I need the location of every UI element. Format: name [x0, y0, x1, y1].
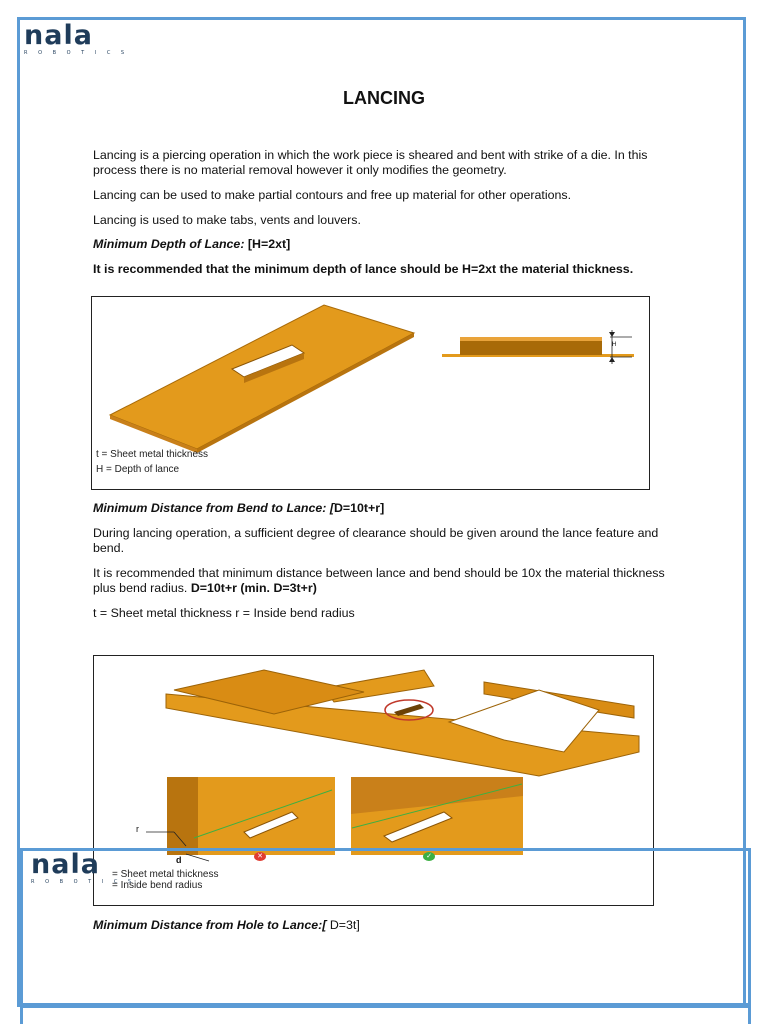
bend-heading-label: Minimum Distance from Bend to Lance: [: [93, 501, 334, 515]
figure2-legend-radius: = Inside bend radius: [112, 880, 203, 891]
figure2-label-d: d: [176, 855, 182, 865]
intro-paragraph-2: Lancing can be used to make partial contours and free up material for other operations.: [93, 188, 572, 202]
figure-lance-depth: [91, 296, 650, 490]
intro-paragraph-1: Lancing is a piercing operation in which the work piece is sheared and bent with strike of a die. In this process there is no material removal however it only modifies the geometry.: [93, 148, 648, 177]
bend-heading: [93, 501, 673, 516]
logo-mark: nala: [24, 20, 93, 51]
next-page-frame-bottom: [20, 1003, 751, 1024]
bend-paragraph-2-formula: D=10t+r (min. D=3t+r): [190, 581, 317, 595]
logo-subtitle: R O B O T I C S: [31, 879, 136, 885]
bend-paragraph-2: [93, 566, 673, 596]
bend-heading-formula: D=10t+r]: [333, 501, 385, 515]
check-icon: ✓: [423, 852, 435, 861]
figure2-label-r: r: [136, 824, 139, 834]
hole-heading-label: Minimum Distance from Hole to Lance:[: [93, 918, 327, 932]
bend-paragraph-3: t = Sheet metal thickness r = Inside bend radius: [93, 606, 355, 620]
figure1-legend-thickness: t = Sheet metal thickness: [96, 449, 209, 460]
depth-heading: [93, 237, 673, 252]
hole-heading: [93, 918, 673, 933]
figure1-legend-depth: H = Depth of lance: [96, 464, 180, 475]
page-title: LANCING: [343, 88, 425, 108]
figure2-legend-thickness: = Sheet metal thickness: [112, 869, 219, 880]
logo-subtitle: R O B O T I C S: [24, 50, 129, 56]
bend-paragraph-1: During lancing operation, a sufficient degree of clearance should be given around the lance feature and bend.: [93, 526, 659, 555]
bend-paragraph-2-text: It is recommended that minimum distance between lance and bend should be 10x the material thickness plus bend radius.: [93, 566, 665, 595]
company-logo-repeat: [31, 849, 136, 885]
depth-heading-formula: [H=2xt]: [244, 237, 291, 251]
figure1-dim-label: H: [612, 342, 617, 348]
company-logo: [24, 20, 129, 56]
x-icon: ✕: [254, 852, 266, 861]
depth-heading-label: Minimum Depth of Lance:: [93, 237, 245, 251]
intro-paragraph-3: Lancing is used to make tabs, vents and louvers.: [93, 213, 361, 227]
depth-recommendation: It is recommended that the minimum depth of lance should be H=2xt the material thickness.: [93, 262, 634, 276]
logo-mark: nala: [31, 849, 100, 880]
hole-heading-formula: D=3t]: [326, 918, 360, 932]
